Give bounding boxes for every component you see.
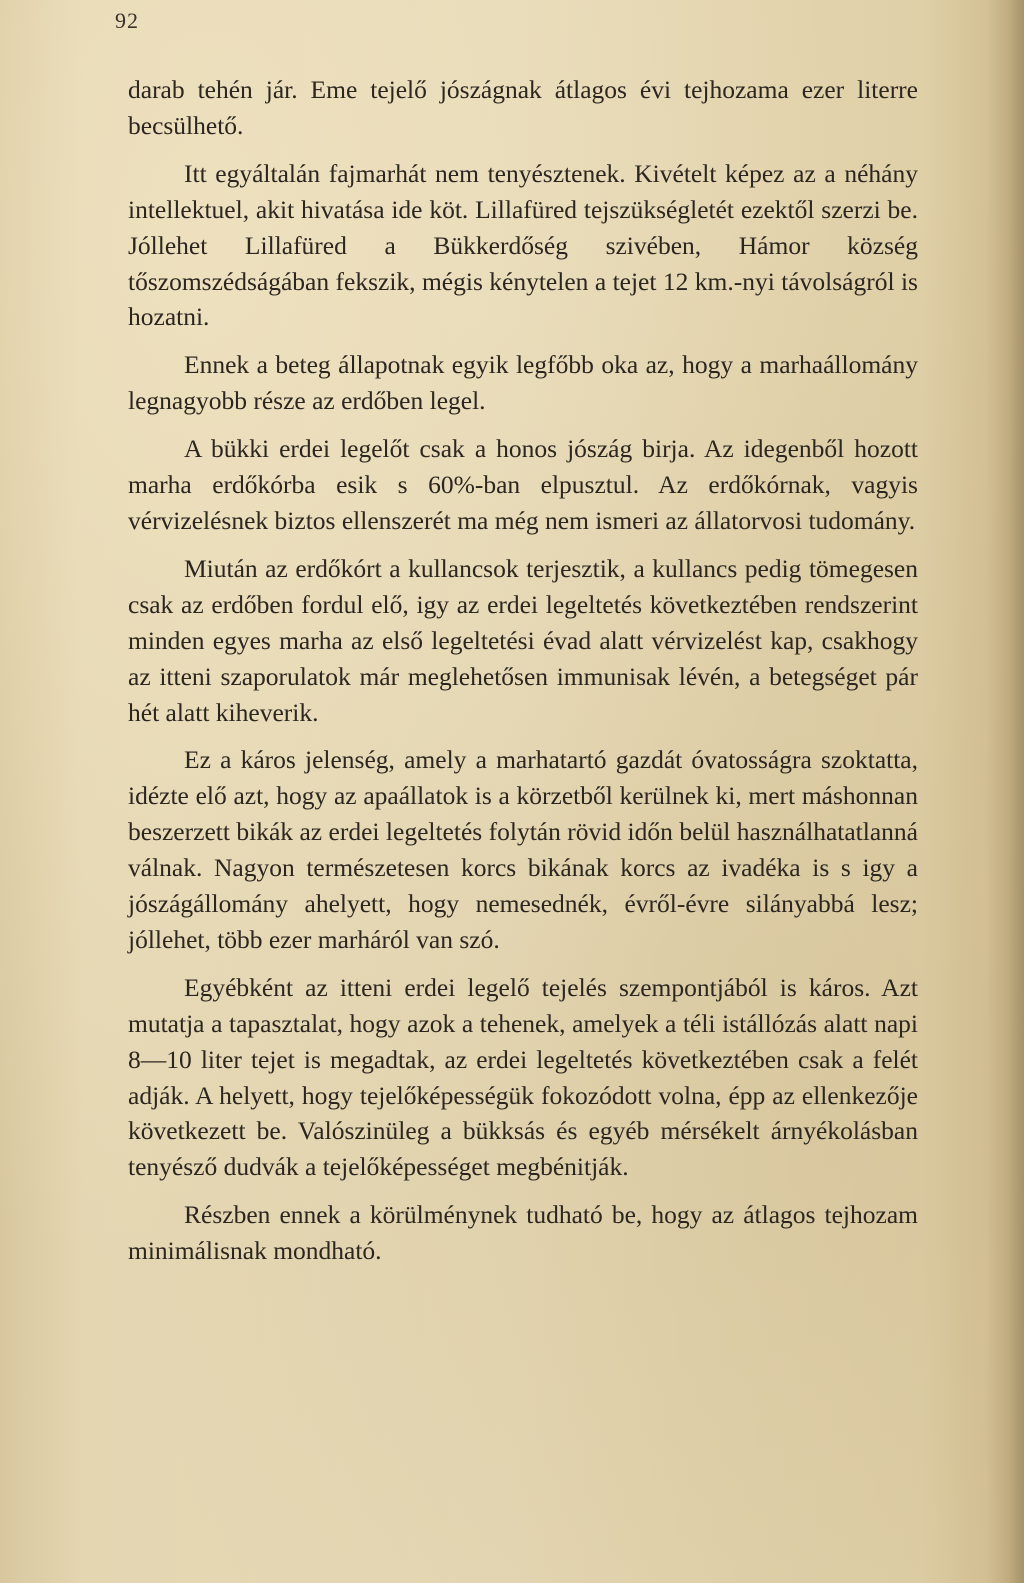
page-number: 92 — [115, 8, 139, 33]
paragraph-4: A bükki erdei legelőt csak a honos jószág birja. Az idegenből hozott marha erdőkórba esik s 60%-ban elpusztul. Az erdőkórnak, vagyis vérvizelésnek biztos ellenszerét ma még nem ismeri az állatorvosi tudomány. — [128, 434, 918, 535]
paragraph-8: Részben ennek a körülménynek tudható be, hogy az átlagos tejhozam minimálisnak mondható. — [128, 1200, 918, 1266]
paragraph-3: Ennek a beteg állapotnak egyik legfőbb oka az, hogy a marhaállomány legnagyobb része az erdőben legel. — [128, 350, 918, 416]
body-text — [128, 72, 918, 1281]
paragraph-6: Ez a káros jelenség, amely a marhatartó gazdát óvatosságra szoktatta, idézte elő azt, hogy az apaállatok is a körzetből kerülnek ki, mert máshonnan beszerzett bikák az erdei legeltetés folytán rövid időn belül használhatatlanná válnak. Nagyon természetesen korcs bikának korcs az ivadéka is s igy a jószágállomány ahelyett, hogy nemesednék, évről-évre silányabbá lesz; jóllehet, több ezer marháról van szó. — [128, 745, 918, 954]
paragraph-5: Miután az erdőkórt a kullancsok terjesztik, a kullancs pedig tömegesen csak az erdőben fordul elő, igy az erdei legeltetés következtében rendszerint minden egyes marha az első legeltetési évad alatt vérvizelést kap, csakhogy az itteni szaporulatok már meglehetősen immunisak lévén, a betegséget pár hét alatt kiheverik. — [128, 553, 918, 727]
paragraph-1: darab tehén jár. Eme tejelő jószágnak átlagos évi tejhozama ezer literre becsülhető. — [128, 75, 918, 140]
paragraph-7: Egyébként az itteni erdei legelő tejelés szempontjából is káros. Azt mutatja a tapasztalat, hogy azok a tehenek, amelyek a téli istállózás alatt napi 8—10 liter tejet is megadtak, az erdei legeltetés következtében csak a felét adják. A helyett, hogy tejelőképességük fokozódott volna, épp az ellenkezője következett be. Valószinüleg a bükksás és egyéb mérsékelt árnyékolásban tenyésző dudvák a tejelőképességet megbénitják. — [128, 972, 918, 1182]
page-edge-shadow — [986, 0, 1024, 1583]
paragraph-2: Itt egyáltalán fajmarhát nem tenyésztenek. Kivételt képez az a néhány intellektuel, akit hivatása ide köt. Lillafüred tejszükségletét ezektől szerzi be. Jóllehet Lillafüred a Bükkerdőség szivében, Hámor község tőszomszédságában fekszik, mégis kénytelen a tejet 12 km.-nyi távolságról is hozatni. — [128, 158, 918, 332]
